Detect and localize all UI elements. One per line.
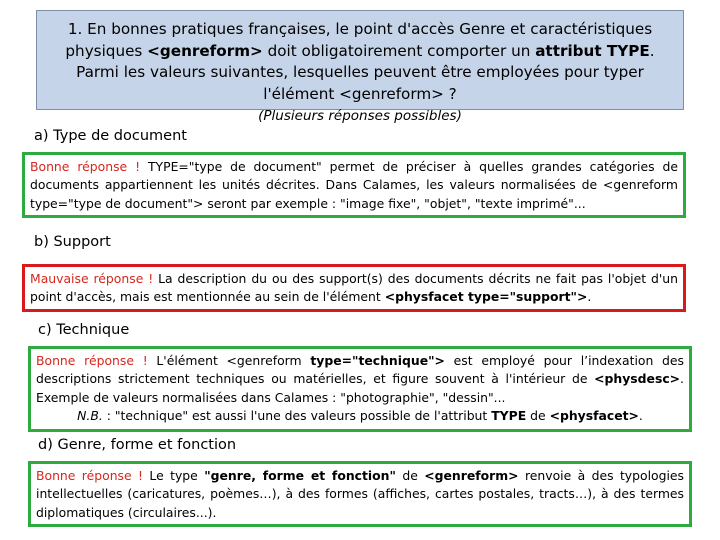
option-d-text-1: Le type xyxy=(143,468,205,483)
option-d-answer xyxy=(28,461,692,527)
question-text-2: doit obligatoirement comporter un xyxy=(262,41,536,60)
option-b-heading[interactable]: b) Support xyxy=(34,234,111,250)
option-c-answer xyxy=(28,346,692,432)
option-c-text-1: L'élément <genreform xyxy=(147,353,311,368)
option-c-type: TYPE xyxy=(491,408,527,424)
option-c-physfacet: <physfacet> xyxy=(549,408,639,424)
question-text-3: . Parmi les valeurs suivantes, lesquelles peuvent être employées pour typer l'élément <genreform> ? xyxy=(76,41,655,103)
option-b-verdict: Mauvaise réponse ! xyxy=(30,271,154,286)
option-a-verdict: Bonne réponse ! xyxy=(30,159,141,174)
option-a-heading[interactable]: a) Type de document xyxy=(34,128,187,144)
question-attribute: attribut TYPE xyxy=(535,41,650,60)
option-d-text-2: de xyxy=(395,468,425,483)
option-c-heading[interactable]: c) Technique xyxy=(38,322,130,338)
option-c-nb: N.B. xyxy=(77,408,103,424)
option-c-verdict: Bonne réponse ! xyxy=(36,353,148,368)
option-d-heading[interactable]: d) Genre, forme et fonction xyxy=(38,437,237,453)
option-c-text-4: : "technique" est aussi l'une des valeurs possible de l'attribut xyxy=(102,408,492,424)
option-c-text-2: est employé pour l’indexation des descriptions strictement techniques ou matérielles, et figure souvent à l'intérieur de xyxy=(36,353,685,387)
option-d-text-3: renvoie à des typologies intellectuelles (caricatures, poèmes…), à des formes (affiches, cartes postales, tracts…), à des termes diplomatiques (circulaires...). xyxy=(36,468,684,520)
option-b-explanation: La description du ou des support(s) des documents décrits ne fait pas l'objet d'un point d'accès, mais est mentionnée au sein de l'élément xyxy=(30,271,678,305)
option-d-genreform: <genreform> xyxy=(424,468,519,483)
option-d-verdict: Bonne réponse ! xyxy=(36,468,143,483)
question-text-1: En bonnes pratiques françaises, le point d'accès Genre et caractéristiques physiques xyxy=(65,20,653,60)
option-c-note xyxy=(36,407,684,425)
option-a-explanation: TYPE="type de document" permet de préciser à quelles grandes catégories de documents appartiennent les unités décrites. Dans Calames, les valeurs normalisées de <genreform type="type de document"> seront par exemple : "image fixe", "objet", "texte imprimé"... xyxy=(30,159,678,211)
question-hint: (Plusieurs réponses possibles) xyxy=(258,108,462,124)
option-c-physdesc: <physdesc> xyxy=(594,371,681,387)
option-b-answer xyxy=(22,264,686,312)
option-d-type-value: "genre, forme et fonction" xyxy=(204,468,396,483)
option-b-end: . xyxy=(587,289,592,305)
option-b-tag: <physfacet type="support"> xyxy=(384,289,588,305)
option-c-text-6: . xyxy=(638,408,643,424)
option-a-answer xyxy=(22,152,686,218)
question-box xyxy=(36,10,684,124)
question-tag: <genreform> xyxy=(147,41,263,60)
question-number: 1. xyxy=(67,20,83,38)
option-c-text-5: de xyxy=(526,408,550,424)
option-c-type-attr: type="technique"> xyxy=(310,353,445,368)
option-c-text-3: . Exemple de valeurs normalisées dans Calames : "photographie", "dessin"... xyxy=(36,371,684,405)
